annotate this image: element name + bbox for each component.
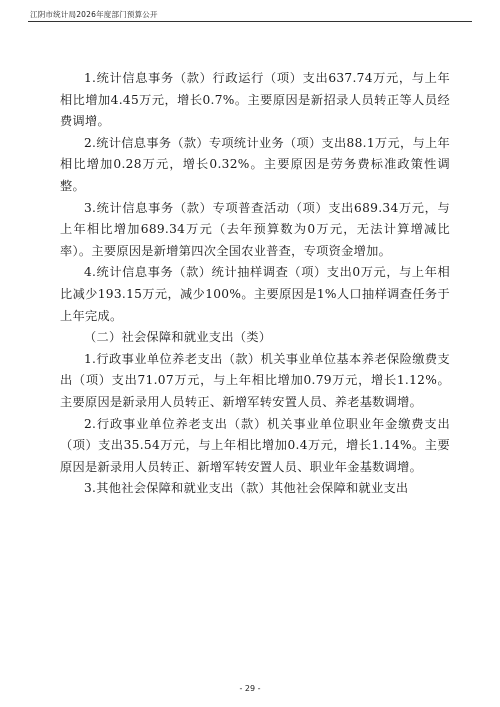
paragraph: 3.统计信息事务（款）专项普查活动（项）支出689.34万元，与上年相比增加689.34万元（去年预算数为0万元，无法计算增减比率）。主要原因是新增第四次全国农业普查，专项资金增加。: [60, 200, 450, 258]
paragraph: 2.统计信息事务（款）专项统计业务（项）支出88.1万元，与上年相比增加0.28万元，增长0.32%。主要原因是劳务费标准政策性调整。: [60, 135, 450, 193]
page-number: - 29 -: [239, 684, 261, 693]
header-divider: [28, 21, 472, 22]
paragraph: 4.统计信息事务（款）统计抽样调查（项）支出0万元，与上年相比减少193.15万元，减少100%。主要原因是1%人口抽样调查任务于上年完成。: [60, 265, 450, 323]
paragraph: 3.其他社会保障和就业支出（款）其他社会保障和就业支出: [84, 481, 409, 496]
document-header: 江阴市统计局2026年度部门预算公开: [30, 10, 158, 19]
section-heading: （二）社会保障和就业支出（类）: [84, 330, 272, 345]
paragraph: 1.统计信息事务（款）行政运行（项）支出637.74万元，与上年相比增加4.45万元，增长0.7%。主要原因是新招录人员转正等人员经费调增。: [60, 71, 450, 129]
document-body: [60, 68, 450, 500]
paragraph: 2.行政事业单位养老支出（款）机关事业单位职业年金缴费支出（项）支出35.54万元，与上年相比增加0.4万元，增长1.14%。主要原因是新录用人员转正、新增军转安置人员、职业年金基数调增。: [60, 416, 450, 474]
paragraph: 1.行政事业单位养老支出（款）机关事业单位基本养老保险缴费支出（项）支出71.07万元，与上年相比增加0.79万元，增长1.12%。主要原因是新录用人员转正、新增军转安置人员、养老基数调增。: [60, 351, 450, 409]
